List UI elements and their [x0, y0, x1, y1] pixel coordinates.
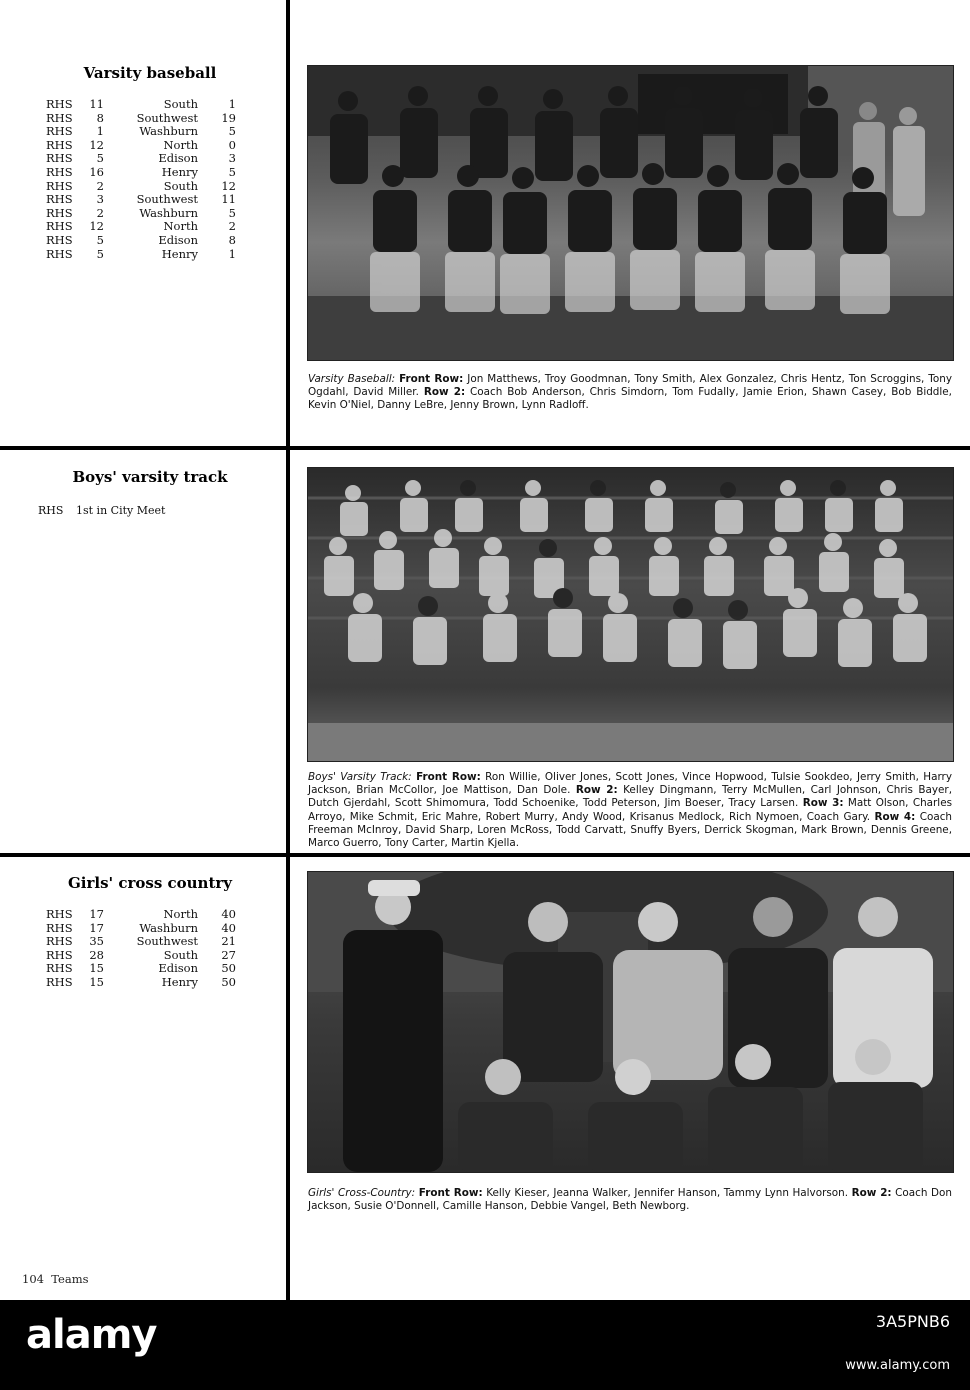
- caption-row-label: Front Row:: [418, 1187, 483, 1199]
- caption-names: Jon Matthews, Troy Goodmnan, Tony Smith, Alex Gonzalez, Chris Hentz, Ton Scroggins, Tony Ogdahl, David Miller.: [308, 373, 952, 399]
- score-row: RHS 35 Southwest 21: [46, 934, 236, 949]
- caption-lead: Varsity Baseball:: [308, 373, 396, 385]
- score-row: RHS 15 Edison 50: [46, 961, 236, 976]
- caption-row-label: Row 2:: [423, 386, 466, 399]
- cross-country-team-photo: [307, 871, 954, 1173]
- track-result-text: 1st in City Meet: [76, 504, 166, 517]
- caption-names: Matt Olson, Charles Arroyo, Mike Schmit, Eric Mahre, Robert Murry, Andy Wood, Krisanus Medlock, Rich Nymoen, Coach Gary.: [308, 797, 952, 823]
- score-row: RHS 2 Washburn 5: [46, 205, 236, 220]
- baseball-scores: [46, 98, 236, 261]
- page-folio: 104 Teams: [22, 1272, 89, 1286]
- score-row: RHS 17 Washburn 40: [46, 920, 236, 935]
- caption-row-label: Row 2:: [575, 784, 618, 797]
- track-team: RHS: [38, 504, 64, 517]
- section-divider-2: [0, 853, 970, 857]
- baseball-title: Varsity baseball: [83, 64, 217, 82]
- caption-names: Kelley Dingmann, Terry McMullen, Carl Johnson, Chris Bayer, Dutch Gjerdahl, Scott Shimomura, Todd Schoenike, Todd Peterson, Jim Boeser, Tracy Larsen.: [308, 784, 952, 810]
- score-row: RHS 5 Edison 8: [46, 232, 236, 247]
- score-row: RHS 5 Henry 1: [46, 246, 236, 261]
- score-row: RHS 8 Southwest 19: [46, 110, 236, 125]
- score-row: RHS 28 South 27: [46, 947, 236, 962]
- score-row: RHS 2 South 12: [46, 178, 236, 193]
- caption-names: Ron Willie, Oliver Jones, Scott Jones, Vince Hopwood, Tulsie Sookdeo, Jerry Smith, Harry Jackson, Brian McCollor, Joe Mattison, Dan Dole.: [308, 771, 952, 797]
- footer-meta: [845, 1312, 950, 1376]
- caption-names: Coach Don Jackson, Susie O'Donnell, Camille Hanson, Debbie Vangel, Beth Newborg.: [308, 1187, 952, 1213]
- caption-lead: Girls' Cross-Country:: [308, 1187, 416, 1199]
- caption-row-label: Front Row:: [416, 771, 481, 783]
- score-row: RHS 12 North 0: [46, 137, 236, 152]
- score-row: RHS 12 North 2: [46, 219, 236, 234]
- caption-row-label: Row 3:: [802, 797, 844, 810]
- caption-names: Coach Bob Anderson, Chris Simdorn, Tom Fudally, Jamie Erion, Shawn Casey, Bob Biddle, Kevin O'Niel, Danny LeBre, Jenny Brown, Lynn Radloff.: [308, 386, 952, 412]
- cross-country-title: Girls' cross country: [67, 874, 233, 892]
- caption-row-label: Front Row:: [399, 373, 464, 385]
- cross-country-caption: [308, 1187, 952, 1213]
- caption-names: Kelly Kieser, Jeanna Walker, Jennifer Hanson, Tammy Lynn Halvorson.: [486, 1187, 848, 1199]
- caption-names: Coach Freeman McInroy, David Sharp, Loren McRoss, Todd Carvatt, Snuffy Byers, Derrick Skogman, Mark Brown, Dennis Greene, Marco Guerro, Tony Carter, Martin Kjella.: [308, 810, 952, 850]
- score-row: RHS 1 Washburn 5: [46, 124, 236, 139]
- cross-country-scores: [46, 908, 236, 990]
- baseball-team-photo: [307, 65, 954, 361]
- image-code: 3A5PNB6: [875, 1312, 950, 1331]
- score-row: RHS 3 Southwest 11: [46, 192, 236, 207]
- caption-row-label: Row 4:: [874, 810, 916, 823]
- section-divider-1: [0, 446, 970, 450]
- track-team-photo: [307, 467, 954, 762]
- column-divider: [286, 0, 290, 1300]
- score-row: RHS 15 Henry 50: [46, 974, 236, 989]
- baseball-caption: [308, 373, 952, 413]
- caption-lead: Boys' Varsity Track:: [308, 771, 412, 783]
- watermark-footer: [0, 1300, 970, 1390]
- score-row: RHS 16 Henry 5: [46, 164, 236, 179]
- track-caption: [308, 771, 952, 850]
- alamy-logo: alamy: [26, 1312, 157, 1358]
- score-row: RHS 5 Edison 3: [46, 151, 236, 166]
- score-row: RHS 17 North 40: [46, 907, 236, 921]
- site-url: www.alamy.com: [845, 1358, 950, 1373]
- caption-row-label: Row 2:: [851, 1187, 892, 1199]
- track-result: [38, 504, 165, 517]
- track-title: Boys' varsity track: [72, 468, 228, 486]
- score-row: RHS 11 South 1: [46, 97, 236, 111]
